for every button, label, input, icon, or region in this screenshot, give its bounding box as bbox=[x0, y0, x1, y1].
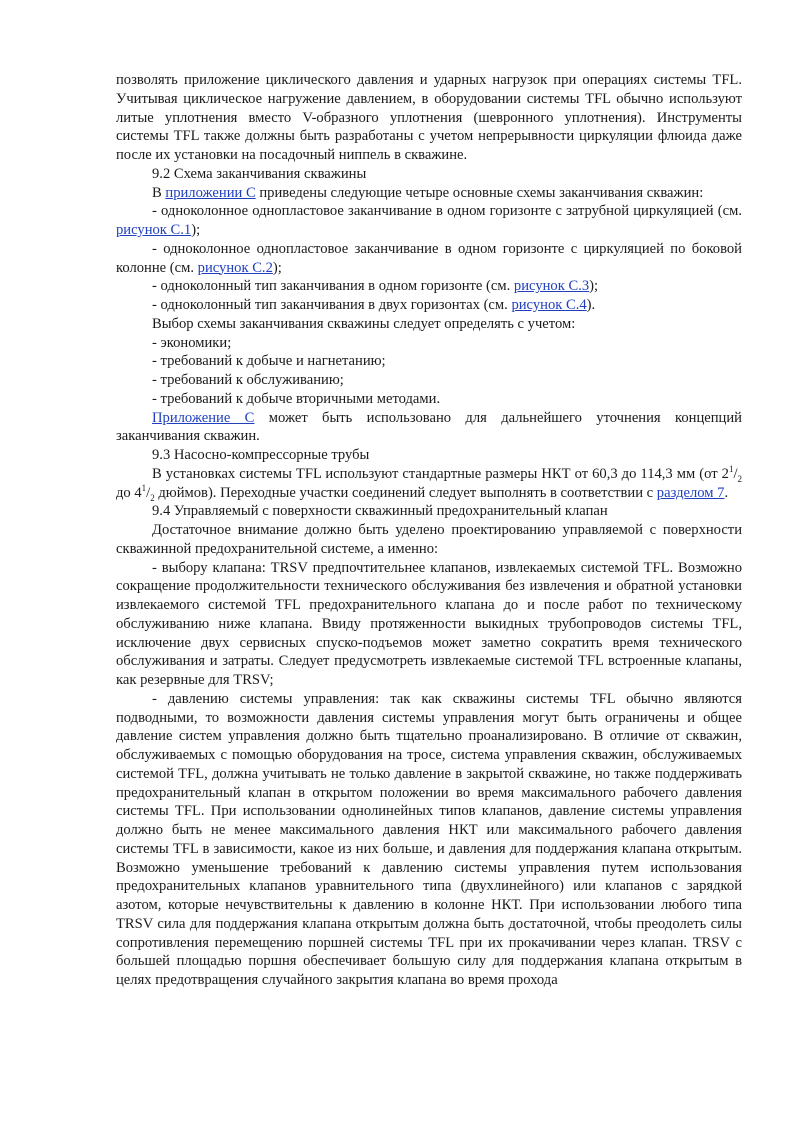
text-fragment: ); bbox=[272, 259, 282, 276]
text-fragment: - одноколонный тип заканчивания в двух горизонтах (см. bbox=[152, 297, 512, 313]
text-fragment: ); bbox=[589, 278, 599, 295]
text-fragment: приведены следующие четыре основные схемы заканчивания скважин: bbox=[255, 184, 704, 201]
document-page bbox=[116, 71, 742, 990]
paragraph-choice-criteria: Выбор схемы заканчивания скважины следует определять с учетом: bbox=[152, 315, 576, 332]
link-figure-c2[interactable]: рисунок С.2 bbox=[197, 259, 273, 276]
paragraph-continuation: позволять приложение циклического давления и ударных нагрузок при операциях системы TFL. Учитывая циклическое нагружение давлением, в оборудовании системы TFL обычно используют литые уплотнения вместо V-образного уплотнения (шевронного уплотнения). Инструменты системы TFL также должны быть разработаны с учетом непрерывности циркуляции флюида даже после их установки на посадочный ниппель в скважине. bbox=[116, 72, 742, 163]
fraction-numerator: 1 bbox=[141, 482, 147, 493]
list-item-scheme-2 bbox=[116, 240, 742, 278]
text-fragment: до 4 bbox=[116, 484, 142, 501]
link-appendix-c-2[interactable]: Приложение С bbox=[152, 409, 255, 426]
fraction-slash: / bbox=[146, 484, 151, 501]
link-section-7[interactable]: разделом 7 bbox=[656, 484, 725, 501]
section-heading-9-2: 9.2 Схема заканчивания скважины bbox=[152, 165, 367, 182]
text-fragment: дюймов). Переходные участки соединений следует выполнять в соответствии с bbox=[154, 484, 657, 501]
paragraph-valve-selection: - выбору клапана: TRSV предпочтительнее клапанов, извлекаемых системой TFL. Возможно сокращение продолжительности технического обслуживания без извлечения и обратной установки извлекаемого системой TFL предохранительного клапана до и после работ по техническому обслуживанию ниже клапана. Ввиду протяженности выкидных трубопроводов системы TFL, исключение двух сервисных спуско-подъемов может заметно сократить время технического обслуживания и затраты. Следует предусмотреть извлекаемые системой TFL встроенные клапаны, как резервные для TRSV; bbox=[116, 559, 742, 688]
list-item-criterion-1: - экономики; bbox=[152, 334, 232, 351]
list-item-scheme-1 bbox=[116, 202, 742, 240]
fraction-denominator: 2 bbox=[150, 492, 155, 503]
text-fragment: - одноколонное однопластовое заканчивание в одном горизонте с циркуляцией по боковой колонне (см. bbox=[116, 240, 742, 276]
paragraph-appendix-c-note bbox=[116, 409, 742, 447]
fraction-numerator: 1 bbox=[728, 463, 734, 474]
list-item-criterion-3: - требований к обслуживанию; bbox=[152, 372, 344, 388]
list-item-scheme-3 bbox=[116, 277, 742, 296]
section-heading-9-4: 9.4 Управляемый с поверхности скважинный предохранительный клапан bbox=[152, 503, 608, 520]
text-fragment: может быть использовано для дальнейшего уточнения концепций заканчивания скважин. bbox=[116, 409, 742, 445]
text-fragment: . bbox=[724, 484, 729, 501]
paragraph-tubing-sizes bbox=[116, 465, 742, 503]
link-figure-c4[interactable]: рисунок С.4 bbox=[511, 297, 587, 313]
section-heading-9-3: 9.3 Насосно-компрессорные трубы bbox=[152, 447, 370, 463]
list-item-scheme-4 bbox=[116, 296, 742, 315]
link-appendix-c[interactable]: приложении С bbox=[165, 184, 256, 201]
paragraph-schemes-intro bbox=[116, 184, 742, 203]
list-item-criterion-2: - требований к добыче и нагнетанию; bbox=[152, 353, 386, 370]
text-fragment: ). bbox=[586, 297, 596, 313]
text-fragment: В установках системы TFL используют стандартные размеры НКТ от 60,3 до 114,3 мм (от 2 bbox=[152, 465, 729, 482]
text-fragment: ); bbox=[191, 222, 201, 238]
fraction-slash: / bbox=[733, 465, 738, 482]
text-fragment: - одноколонный тип заканчивания в одном горизонте (см. bbox=[152, 278, 514, 295]
text-fragment: В bbox=[152, 184, 166, 201]
paragraph-control-pressure: - давлению системы управления: так как скважины системы TFL обычно являются подводными, то возможности давления системы управления могут быть ограничены и общее давление систем управления должно быть тщательно проанализировано. В отличие от скважин, обслуживаемых с помощью оборудования на тросе, система управления скважин, обслуживаемых системой TFL, должна учитывать не только давление в закрытой скважине, но также поддерживать предохранительный клапан в открытом положении во время максимального рабочего давления системы TFL. При использовании однолинейных типов клапанов, давление системы управления должно быть не менее максимального давления НКТ или максимального рабочего давления системы TFL в зависимости, какое из них больше, и давления для поддержания клапана открытым. Возможно уменьшение требований к давлению системы управления путем использования предохранительных клапанов уравнительного типа (двухлинейного) или клапанов с зарядкой азотом, которые нечувствительны к давлению в колонне НКТ. При использовании любого типа TRSV сила для поддержания клапана открытым должна быть достаточной, чтобы преодолеть силы сопротивления перемещению поршней системы TFL при их прокачивании через клапан. TRSV с большей площадью поршня обеспечивает большую силу для поддержания клапана открытым в целях предотвращения случайного закрытия клапана во время прохода bbox=[116, 690, 742, 988]
paragraph-safety-valve-intro: Достаточное внимание должно быть уделено проектированию управляемой с поверхности скважинной предохранительной системе, а именно: bbox=[116, 522, 742, 557]
link-figure-c1[interactable]: рисунок С.1 bbox=[116, 222, 192, 238]
link-figure-c3[interactable]: рисунок С.3 bbox=[513, 278, 590, 295]
fraction-denominator: 2 bbox=[737, 473, 742, 484]
text-fragment: - одноколонное однопластовое заканчивание в одном горизонте с затрубной циркуляцией (см. bbox=[152, 203, 742, 220]
list-item-criterion-4: - требований к добыче вторичными методами. bbox=[152, 390, 441, 407]
